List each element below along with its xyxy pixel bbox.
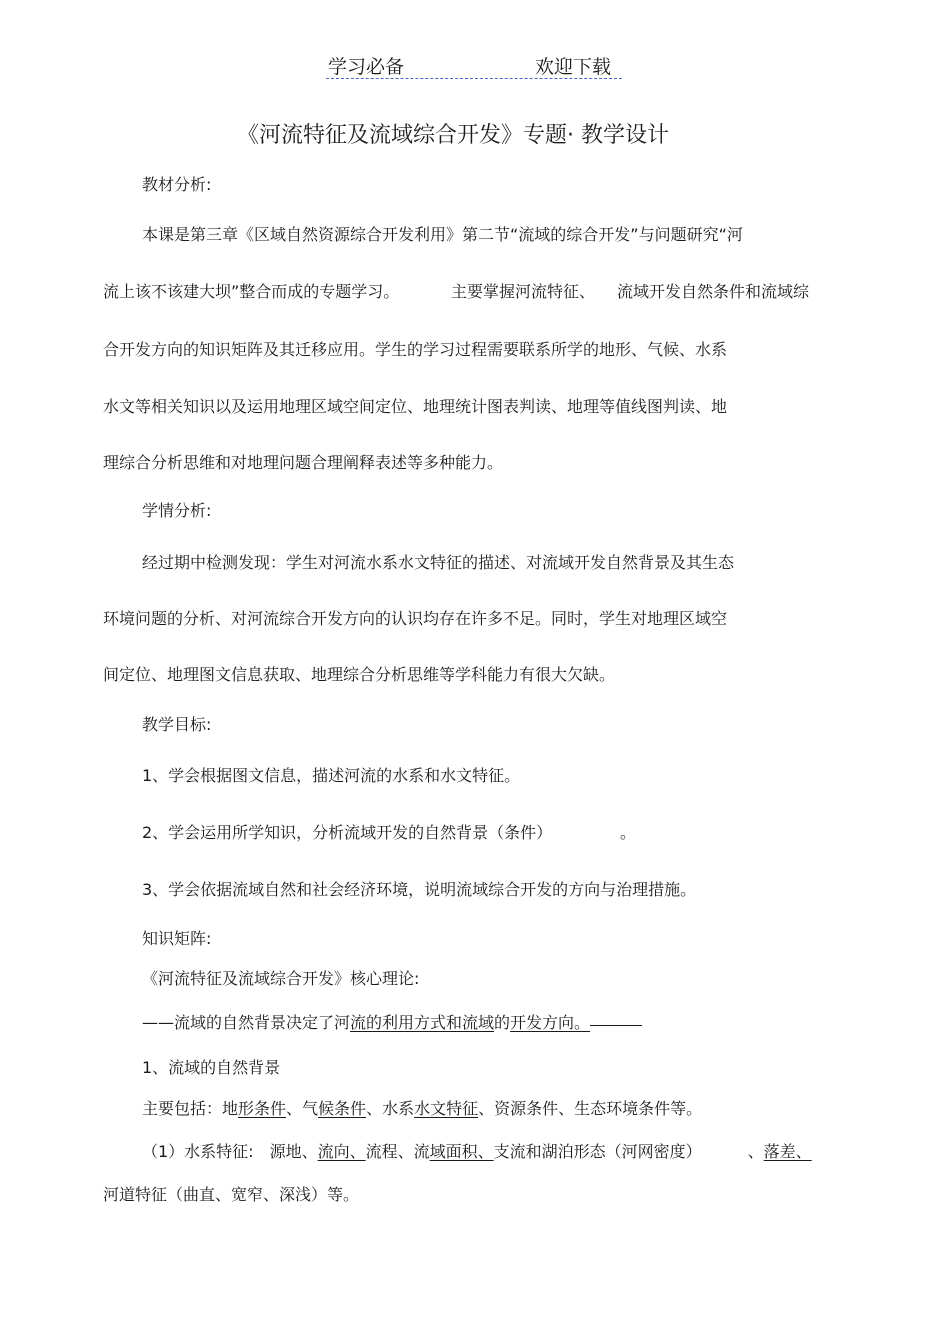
subheading-natural-background: 1、流域的自然背景	[142, 1058, 281, 1077]
paragraph-line: 合开发方向的知识矩阵及其迁移应用。学生的学习过程需要联系所学的地形、气候、水系	[103, 340, 728, 359]
core-text: ——流域的自然背景决定了河	[142, 1013, 351, 1032]
section-heading-matrix: 知识矩阵:	[142, 929, 212, 948]
section-heading-student: 学情分析:	[142, 501, 212, 520]
paragraph-line: 河道特征（曲直、宽窄、深浅）等。	[103, 1185, 360, 1204]
include-text: 主要包括：地	[142, 1099, 239, 1118]
goal-item: 2、学会运用所学知识，分析流域开发的自然背景（条件）	[142, 823, 553, 842]
paragraph-line: 流上该不该建大坝”整合而成的专题学习。	[103, 282, 400, 301]
include-text: 、气	[286, 1099, 319, 1118]
header-left: 学习必备	[328, 56, 405, 78]
goal-item-period: 。	[620, 823, 637, 842]
include-text-underlined: 候条件	[318, 1099, 367, 1118]
paragraph-line: 主要掌握河流特征、	[451, 282, 596, 301]
goal-item: 1、学会根据图文信息，描述河流的水系和水文特征。	[142, 766, 521, 785]
water-text: 流程、流	[365, 1142, 430, 1161]
paragraph-line: 环境问题的分析、对河流综合开发方向的认识均存在许多不足。同时，学生对地理区域空	[103, 609, 728, 628]
water-text: 、	[747, 1142, 764, 1161]
fill-blank-line	[590, 1024, 642, 1026]
core-theory-statement	[142, 1012, 642, 1034]
water-text-underlined: 流向、	[317, 1142, 366, 1161]
include-text-underlined: 水文特征	[414, 1099, 479, 1118]
core-text: 的	[494, 1013, 511, 1032]
header-right: 欢迎下载	[535, 56, 612, 78]
include-text: 、水系	[366, 1099, 415, 1118]
page-title: 《河流特征及流域综合开发》专题· 教学设计	[237, 123, 669, 148]
paragraph-line: 本课是第三章《区域自然资源综合开发利用》第二节“流域的综合开发”与问题研究“河	[142, 225, 743, 244]
water-text-underlined: 落差、	[763, 1142, 812, 1161]
paragraph-line: 流域开发自然条件和流域综	[617, 282, 810, 301]
section-heading-material: 教材分析:	[142, 175, 212, 194]
water-text-underlined: 域面积、	[429, 1142, 494, 1161]
include-text: 、资	[478, 1099, 511, 1118]
main-include-line	[142, 1098, 702, 1120]
include-text: 源条件、生态环境条件等。	[510, 1099, 703, 1118]
paragraph-line: 经过期中检测发现：学生对河流水系水文特征的描述、对流域开发自然背景及其生态	[142, 553, 735, 572]
water-text: （1）水系特征: 源地、	[142, 1142, 318, 1161]
paragraph-line: 水文等相关知识以及运用地理区域空间定位、地理统计图表判读、地理等值线图判读、地	[103, 397, 728, 416]
core-theory-title: 《河流特征及流域综合开发》核心理论:	[142, 969, 420, 988]
water-system-line	[142, 1141, 812, 1163]
core-text-underlined: 流的利用方式和流域	[350, 1013, 495, 1032]
water-text: 支流和湖泊形态（河网密度）	[493, 1142, 702, 1161]
paragraph-line: 间定位、地理图文信息获取、地理综合分析思维等学科能力有很大欠缺。	[103, 665, 616, 684]
paragraph-line: 理综合分析思维和对地理问题合理阐释表述等多种能力。	[103, 453, 504, 472]
section-heading-goals: 教学目标:	[142, 715, 212, 734]
include-text-underlined: 形条件	[238, 1099, 287, 1118]
header-divider	[326, 78, 622, 79]
core-text-underlined: 开发方向。	[510, 1013, 591, 1032]
goal-item: 3、学会依据流域自然和社会经济环境，说明流域综合开发的方向与治理措施。	[142, 880, 697, 899]
